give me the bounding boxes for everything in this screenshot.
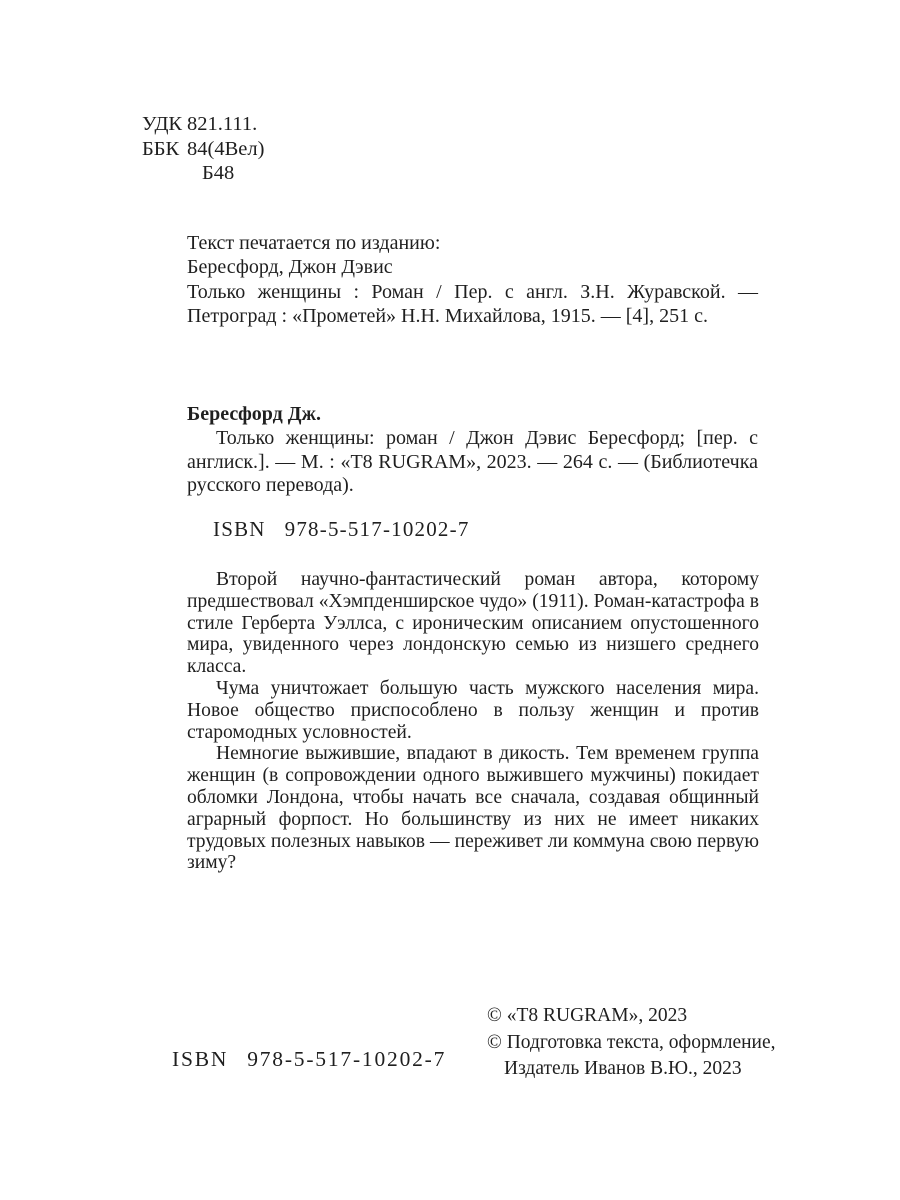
author-sign-label	[142, 161, 187, 186]
bib-author-heading: Бересфорд Дж.	[187, 403, 322, 425]
source-edition-author: Бересфорд, Джон Дэвис	[187, 256, 393, 279]
annotation-block	[187, 569, 759, 874]
copyright-line-issuer: Издатель Иванов В.Ю., 2023	[504, 1058, 742, 1079]
udk-row	[142, 112, 264, 137]
copyright-block	[487, 1003, 776, 1083]
udk-label: УДК	[142, 113, 183, 135]
copyright-line-preparation: © Подготовка текста, оформление,	[487, 1031, 776, 1053]
annotation-paragraph-2: Чума уничтожает большую часть мужского населения мира. Новое общество приспособлено в пользу женщин и против старомодных условностей.	[187, 677, 759, 743]
source-edition-citation: Только женщины : Роман / Пер. с англ. З.Н. Журавской. — Петроград : «Прометей» Н.Н. Михайлова, 1915. — [4], 251 с.	[187, 280, 758, 328]
isbn-top-value: 978-5-517-10202-7	[284, 517, 470, 541]
bbk-label: ББК	[142, 137, 180, 160]
isbn-top-label: ISBN	[213, 517, 266, 541]
bbk-value: 84(4Вел)	[187, 137, 265, 160]
copyright-line-publisher: © «Т8 RUGRAM», 2023	[487, 1005, 688, 1026]
annotation-paragraph-1: Второй научно-фантастический роман автора, которому предшествовал «Хэмпденширское чудо» (1911). Роман-катастрофа в стиле Герберта Уэллса, с ироническим описанием опустошенного мира, увиденного через лондонскую семью из низшего среднего класса.	[187, 569, 759, 678]
source-edition-intro: Текст печатается по изданию:	[187, 232, 441, 254]
source-edition-block	[187, 231, 758, 329]
isbn-bottom-label: ISBN	[172, 1047, 229, 1071]
bbk-row	[142, 137, 264, 162]
annotation-paragraph-3: Немногие выжившие, впадают в дикость. Тем временем группа женщин (в сопровождении одного выжившего мужчины) покидает обломки Лондона, чтобы начать все сначала, создавая общинный аграрный форпост. Но большинству из них не имеет никаких трудовых полезных навыков — переживет ли коммуна свою первую зиму?	[187, 743, 759, 874]
isbn-bottom	[172, 1047, 446, 1072]
author-sign-row	[142, 161, 264, 186]
isbn-bottom-value: 978-5-517-10202-7	[247, 1047, 447, 1071]
udk-value: 821.111.	[187, 113, 258, 135]
bib-description: Только женщины: роман / Джон Дэвис Бересфорд; [пер. с англиск.]. — М. : «Т8 RUGRAM», 2023. — 264 с. — (Библиотечка русского перевода).	[187, 426, 758, 497]
author-sign-value: Б48	[202, 162, 235, 185]
isbn-top	[213, 517, 470, 542]
classification-block	[142, 112, 264, 186]
bibliographic-entry-block	[187, 403, 758, 498]
